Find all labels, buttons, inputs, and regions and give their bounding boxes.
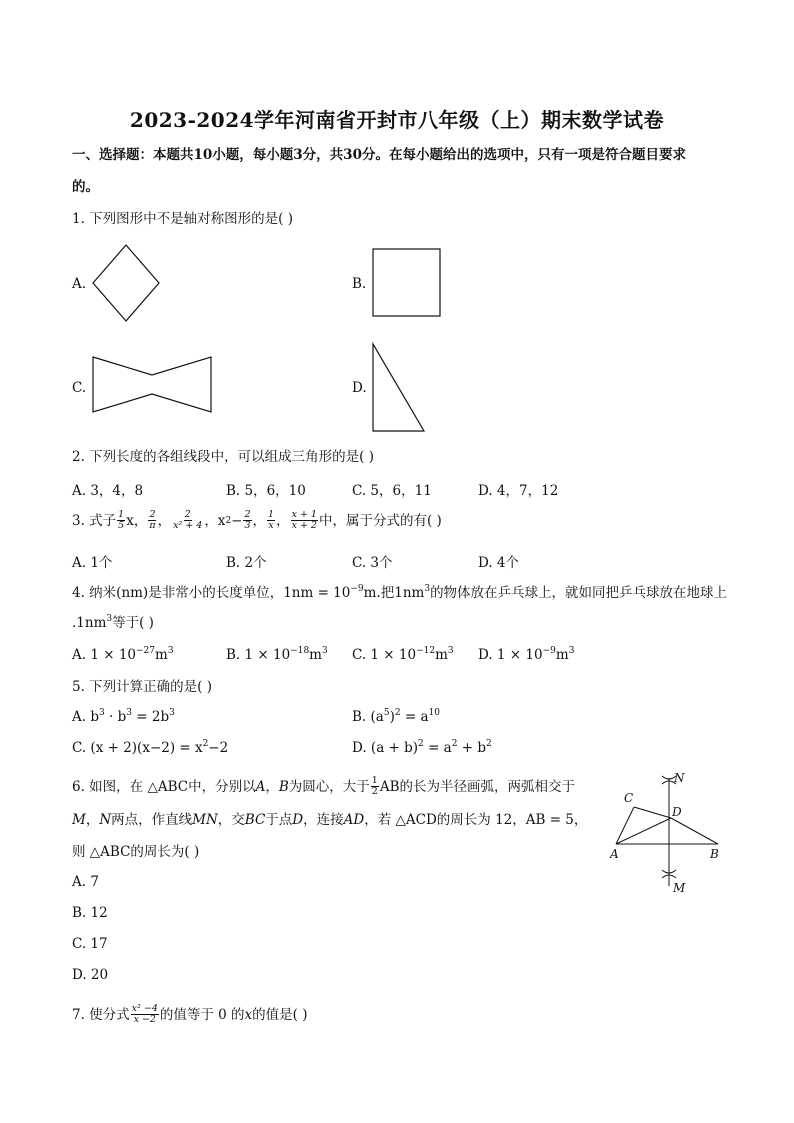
q3-frac-2: $\frac{2}{\pi}$ xyxy=(149,509,156,531)
q2-option-a: A. 3，4，8 xyxy=(72,483,144,499)
segment-cd xyxy=(634,807,671,818)
q1-option-b: B. xyxy=(352,276,367,292)
q3-text-5: ， xyxy=(252,512,267,529)
label-n: N xyxy=(674,771,685,785)
right-triangle-shape xyxy=(372,342,428,434)
q5-option-c: C. $(x + 2)(x-2) = x^2-2$ xyxy=(72,739,229,756)
q6-stem-line2: M，N两点，作直线MN，交BC于点D，连接AD，若 △ACD的周长为 12，AB = 5， xyxy=(72,812,588,828)
q3-text-1: x， xyxy=(126,512,148,529)
q2-option-b: B. 5，6，10 xyxy=(226,483,306,499)
diamond-shape xyxy=(92,244,162,324)
q3-text-6: ， xyxy=(276,512,290,529)
q6-geometry-figure xyxy=(606,770,726,896)
square-shape xyxy=(372,248,442,318)
q3-option-b: B. 2个 xyxy=(226,555,267,571)
q3-prefix: 3. 式子 xyxy=(72,512,117,529)
q7-fraction: $\frac{\text{x² −4}}{x -2}$ xyxy=(131,1003,158,1025)
q3-frac-1: $\frac{1}{5}$ xyxy=(118,509,125,531)
section-heading-cont: 的。 xyxy=(72,179,99,195)
segment-db xyxy=(671,818,718,844)
q1-stem: 1. 下列图形中不是轴对称图形的是( ) xyxy=(72,211,293,227)
q7-stem: 7. 使分式 $\frac{\text{x² −4}}{x -2}$ 的值等于 0 的 x 的值是( ) xyxy=(72,1003,308,1025)
q3-text-3: ，x xyxy=(204,512,226,529)
q3-option-d: D. 4个 xyxy=(478,555,520,571)
q1-option-a: A. xyxy=(72,276,87,292)
exam-title: 2023-2024学年河南省开封市八年级（上）期末数学试卷 xyxy=(129,108,665,132)
q6-option-c: C. 17 xyxy=(72,936,108,952)
q6-stem-line1: 6. 如图，在 △ABC中，分别以 A ， B 为圆心，大于 $\frac{1}{2}$ AB的长为半径画弧，两弧相交于 xyxy=(72,775,575,797)
q6-stem-line3: 则 △ABC的周长为( ) xyxy=(72,844,200,860)
q6-option-b: B. 12 xyxy=(72,905,108,921)
q3-frac-4: $\frac{2}{3}$ xyxy=(244,509,251,531)
q3-text-2: ， xyxy=(157,512,172,529)
q5-stem: 5. 下列计算正确的是( ) xyxy=(72,679,212,695)
q2-stem: 2. 下列长度的各组线段中，可以组成三角形的是( ) xyxy=(72,449,374,465)
q3-frac-6: $\frac{x + 1}{x + 2}$ xyxy=(291,509,317,531)
q4-stem-line1: 4. 纳米(nm)是非常小的长度单位，$1nm = 10^{-9}m$.把$1nm^3$的物体放在乒乓球上，就如同把乒乓球放在地球上 xyxy=(72,584,728,601)
q4-option-b: B. $1 \times 10^{-18}m^3$ xyxy=(226,646,328,663)
q3-suffix: 中，属于分式的有( ) xyxy=(318,512,442,529)
q4-option-d: D. $1 \times 10^{-9}m^3$ xyxy=(478,646,575,663)
q2-option-c: C. 5，6，11 xyxy=(352,483,432,499)
label-m: M xyxy=(673,881,686,895)
q4-stem-line2: $.1nm^3$等于( ) xyxy=(72,614,154,631)
q3-option-a: A. 1个 xyxy=(72,555,113,571)
q6-option-a: A. 7 xyxy=(72,874,99,890)
label-c: C xyxy=(624,791,634,805)
q5-option-b: B. $(a^5)^2 = a^{10}$ xyxy=(352,708,440,725)
q4-option-c: C. $1 \times 10^{-12}m^3$ xyxy=(352,646,454,663)
segment-ca xyxy=(616,807,634,844)
q3-stem: 3. 式子 $\frac{1}{5}$ x， $\frac{2}{\pi}$ ， $\frac{2}{\text{x² + 4}}$ ，x 2 − $\frac{2}{3}$ ， $\frac{1}{x}$ ， $\frac{x + 1}{x + 2}$ 中，属于分式的有( ) xyxy=(72,509,442,531)
q5-option-d: D. $(a + b)^2 = a^2 + b^2$ xyxy=(352,739,492,756)
label-d: D xyxy=(672,805,682,819)
q1-option-d: D. xyxy=(352,380,367,396)
q3-frac-5: $\frac{1}{x}$ xyxy=(268,509,275,531)
q4-option-a: A. $1 \times 10^{-27}m^3$ xyxy=(72,646,174,663)
q2-option-d: D. 4，7，12 xyxy=(478,483,559,499)
q6-half-fraction: $\frac{1}{2}$ xyxy=(371,775,378,797)
bowtie-shape xyxy=(92,354,214,416)
q5-option-a: A. $b^3 \cdot b^3 = 2b^3$ xyxy=(72,708,175,725)
q1-option-c: C. xyxy=(72,380,87,396)
q3-text-4: − xyxy=(231,512,243,529)
q6-option-d: D. 20 xyxy=(72,967,109,983)
segment-ad xyxy=(616,818,671,844)
label-b: B xyxy=(710,847,719,861)
q3-frac-3: $\frac{2}{\text{x² + 4}}$ xyxy=(173,509,203,531)
label-a: A xyxy=(610,847,619,861)
section-heading: 一、选择题：本题共10小题，每小题3分，共30分。在每小题给出的选项中，只有一项是符合题目要求 xyxy=(72,147,686,163)
q3-option-c: C. 3个 xyxy=(352,555,393,571)
